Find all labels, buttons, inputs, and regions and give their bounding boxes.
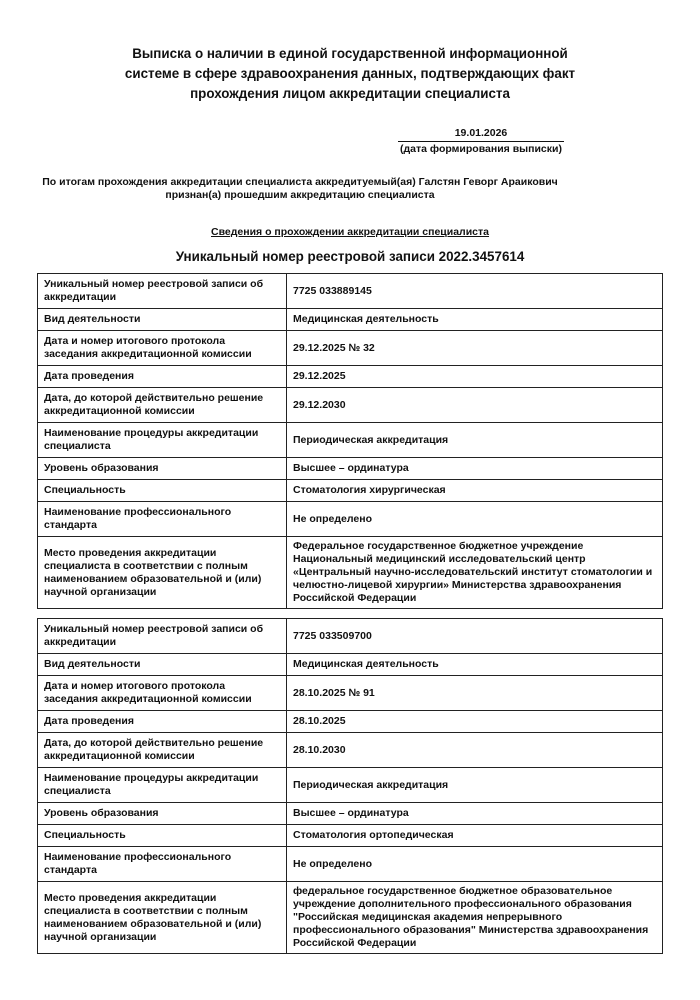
intro-line: По итогам прохождения аккредитации специалиста аккредитуемый(ая) Галстян Геворг Араикович — [42, 176, 558, 188]
table-row — [38, 882, 663, 954]
row-value: Стоматология хирургическая — [287, 480, 663, 502]
table-row — [38, 388, 663, 423]
section-heading: Сведения о прохождении аккредитации специалиста — [211, 226, 489, 238]
row-value: Медицинская деятельность — [287, 654, 663, 676]
intro-statement — [20, 176, 580, 202]
row-label: Дата и номер итогового протокола заседания аккредитационной комиссии — [38, 331, 287, 366]
table-row — [38, 619, 663, 654]
row-label: Дата проведения — [38, 366, 287, 388]
row-label: Наименование профессионального стандарта — [38, 847, 287, 882]
table-row — [38, 768, 663, 803]
row-value: 7725 033889145 — [287, 274, 663, 309]
row-label: Наименование процедуры аккредитации специалиста — [38, 768, 287, 803]
row-value: Стоматология ортопедическая — [287, 825, 663, 847]
row-label: Уникальный номер реестровой записи об аккредитации — [38, 274, 287, 309]
row-label: Уровень образования — [38, 803, 287, 825]
row-label: Дата, до которой действительно решение аккредитационной комиссии — [38, 733, 287, 768]
table-row — [38, 502, 663, 537]
document-title — [100, 44, 600, 104]
formation-date-caption: (дата формирования выписки) — [400, 143, 562, 155]
title-line: Выписка о наличии в единой государственной информационной — [132, 46, 568, 61]
row-label: Уникальный номер реестровой записи об аккредитации — [38, 619, 287, 654]
table-row — [38, 654, 663, 676]
table-row — [38, 331, 663, 366]
table-row — [38, 825, 663, 847]
row-value: Периодическая аккредитация — [287, 768, 663, 803]
table-row — [38, 711, 663, 733]
row-label: Место проведения аккредитации специалиста в соответствии с полным наименованием образовательной и (или) научной организации — [38, 537, 287, 609]
table-row — [38, 480, 663, 502]
table-row — [38, 537, 663, 609]
title-line: прохождения лицом аккредитации специалиста — [190, 86, 510, 101]
row-label: Вид деятельности — [38, 654, 287, 676]
row-label: Дата и номер итогового протокола заседания аккредитационной комиссии — [38, 676, 287, 711]
row-value: федеральное государственное бюджетное образовательное учреждение дополнительного профессионального образования "Российская медицинская академия непрерывного профессионального образования" Министерства здравоохранения Российской Федерации — [287, 882, 663, 954]
table-row — [38, 309, 663, 331]
title-line: системе в сфере здравоохранения данных, подтверждающих факт — [124, 66, 576, 81]
row-value: 28.10.2025 № 91 — [287, 676, 663, 711]
table-row — [38, 733, 663, 768]
row-value: Не определено — [287, 502, 663, 537]
row-label: Специальность — [38, 480, 287, 502]
row-value: Периодическая аккредитация — [287, 423, 663, 458]
row-value: Федеральное государственное бюджетное учреждение Национальный медицинский исследовательский центр «Центральный научно-исследовательский институт стоматологии и челюстно-лицевой хирургии» Министерства здравоохранения Российской Федерации — [287, 537, 663, 609]
row-label: Наименование процедуры аккредитации специалиста — [38, 423, 287, 458]
table-row — [38, 803, 663, 825]
row-label: Дата проведения — [38, 711, 287, 733]
row-value: 29.12.2025 — [287, 366, 663, 388]
table-row — [38, 423, 663, 458]
row-value: 28.10.2025 — [287, 711, 663, 733]
accreditation-record-table — [37, 618, 663, 954]
row-label: Дата, до которой действительно решение аккредитационной комиссии — [38, 388, 287, 423]
row-value: 29.12.2025 № 32 — [287, 331, 663, 366]
row-label: Наименование профессионального стандарта — [38, 502, 287, 537]
row-value: Медицинская деятельность — [287, 309, 663, 331]
row-label: Вид деятельности — [38, 309, 287, 331]
table-row — [38, 847, 663, 882]
formation-date-block — [398, 127, 564, 156]
row-value: 28.10.2030 — [287, 733, 663, 768]
row-label: Уровень образования — [38, 458, 287, 480]
table-row — [38, 676, 663, 711]
row-label: Место проведения аккредитации специалиста в соответствии с полным наименованием образовательной и (или) научной организации — [38, 882, 287, 954]
accreditation-record-table — [37, 273, 663, 609]
row-value: Не определено — [287, 847, 663, 882]
table-row — [38, 274, 663, 309]
row-value: Высшее – ординатура — [287, 803, 663, 825]
row-value: Высшее – ординатура — [287, 458, 663, 480]
intro-line: признан(а) прошедшим аккредитацию специалиста — [165, 189, 435, 201]
row-value: 7725 033509700 — [287, 619, 663, 654]
row-label: Специальность — [38, 825, 287, 847]
table-row — [38, 366, 663, 388]
registry-number-heading: Уникальный номер реестровой записи 2022.3457614 — [175, 249, 525, 264]
formation-date: 19.01.2026 — [398, 127, 564, 142]
table-row — [38, 458, 663, 480]
row-value: 29.12.2030 — [287, 388, 663, 423]
